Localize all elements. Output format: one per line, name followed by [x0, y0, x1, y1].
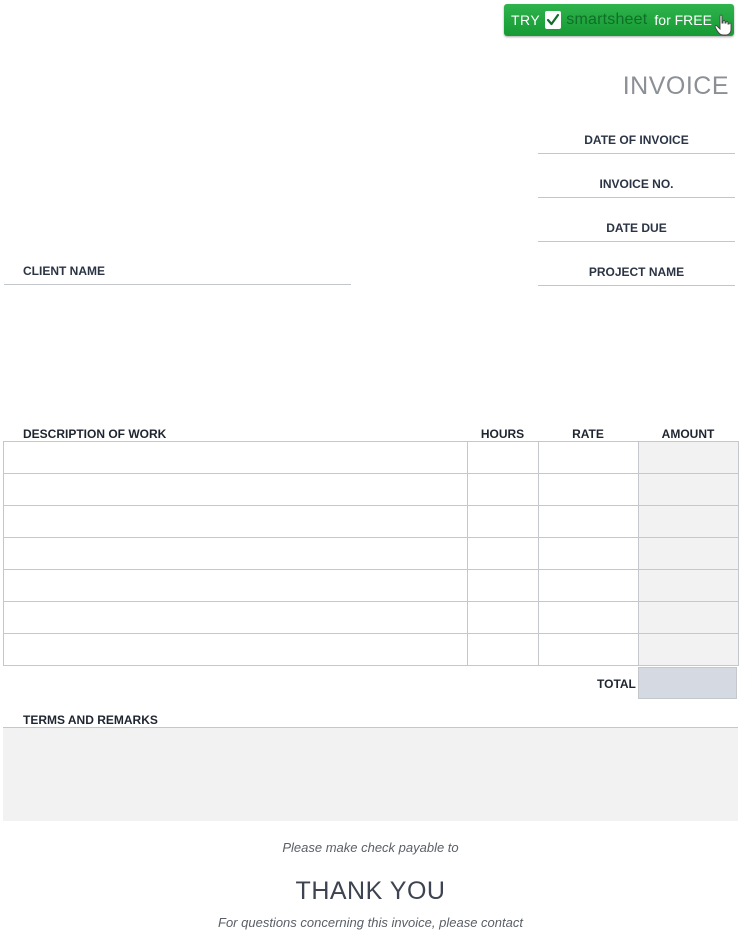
project-name-field[interactable] — [538, 265, 735, 286]
client-name-label: CLIENT NAME — [23, 264, 105, 278]
terms-label: TERMS AND REMARKS — [23, 713, 158, 727]
hours-cell[interactable] — [468, 442, 539, 474]
date-of-invoice-label: DATE OF INVOICE — [584, 133, 689, 147]
thank-you-heading: THANK YOU — [295, 877, 446, 905]
hours-cell[interactable] — [468, 506, 539, 538]
rate-cell[interactable] — [539, 506, 639, 538]
hand-pointer-icon — [714, 14, 732, 36]
amount-cell — [639, 634, 739, 666]
hours-cell[interactable] — [468, 602, 539, 634]
table-row — [4, 506, 739, 538]
description-column-header: DESCRIPTION OF WORK — [23, 427, 167, 441]
promo-try-label: TRY — [511, 12, 541, 28]
date-due-field[interactable] — [538, 221, 735, 242]
table-row — [4, 474, 739, 506]
rate-column-header: RATE — [572, 427, 604, 441]
rate-cell[interactable] — [539, 602, 639, 634]
rate-cell[interactable] — [539, 538, 639, 570]
table-row — [4, 634, 739, 666]
amount-cell — [639, 442, 739, 474]
amount-column-header: AMOUNT — [661, 427, 715, 441]
total-value — [638, 667, 737, 699]
payable-note: Please make check payable to — [282, 840, 459, 855]
description-cell[interactable] — [4, 442, 468, 474]
description-cell[interactable] — [4, 602, 468, 634]
amount-cell — [639, 538, 739, 570]
table-row — [4, 570, 739, 602]
amount-cell — [639, 570, 739, 602]
invoice-number-field[interactable] — [538, 177, 735, 198]
invoice-number-label: INVOICE NO. — [599, 177, 674, 191]
description-cell[interactable] — [4, 570, 468, 602]
hours-cell[interactable] — [468, 538, 539, 570]
description-cell[interactable] — [4, 506, 468, 538]
project-name-label: PROJECT NAME — [588, 265, 685, 279]
date-due-label: DATE DUE — [606, 221, 667, 235]
table-row — [4, 538, 739, 570]
amount-cell — [639, 506, 739, 538]
description-cell[interactable] — [4, 634, 468, 666]
rate-cell[interactable] — [539, 442, 639, 474]
hours-cell[interactable] — [468, 570, 539, 602]
try-smartsheet-button[interactable] — [504, 4, 734, 36]
terms-input[interactable] — [3, 727, 738, 821]
description-cell[interactable] — [4, 538, 468, 570]
table-row — [4, 602, 739, 634]
rate-cell[interactable] — [539, 634, 639, 666]
hours-cell[interactable] — [468, 474, 539, 506]
amount-cell — [639, 474, 739, 506]
client-name-field[interactable] — [4, 264, 351, 285]
work-table — [3, 441, 739, 666]
hours-cell[interactable] — [468, 634, 539, 666]
hours-column-header: HOURS — [480, 427, 525, 441]
date-of-invoice-field[interactable] — [538, 133, 735, 154]
rate-cell[interactable] — [539, 474, 639, 506]
table-row — [4, 442, 739, 474]
promo-free-label: for FREE — [654, 12, 712, 28]
invoice-title: INVOICE — [622, 72, 729, 100]
description-cell[interactable] — [4, 474, 468, 506]
promo-brand-label: smartsheet — [566, 11, 648, 28]
total-label: TOTAL — [597, 677, 636, 691]
rate-cell[interactable] — [539, 570, 639, 602]
check-icon — [545, 11, 561, 29]
amount-cell — [639, 602, 739, 634]
contact-note: For questions concerning this invoice, please contact — [218, 915, 523, 930]
